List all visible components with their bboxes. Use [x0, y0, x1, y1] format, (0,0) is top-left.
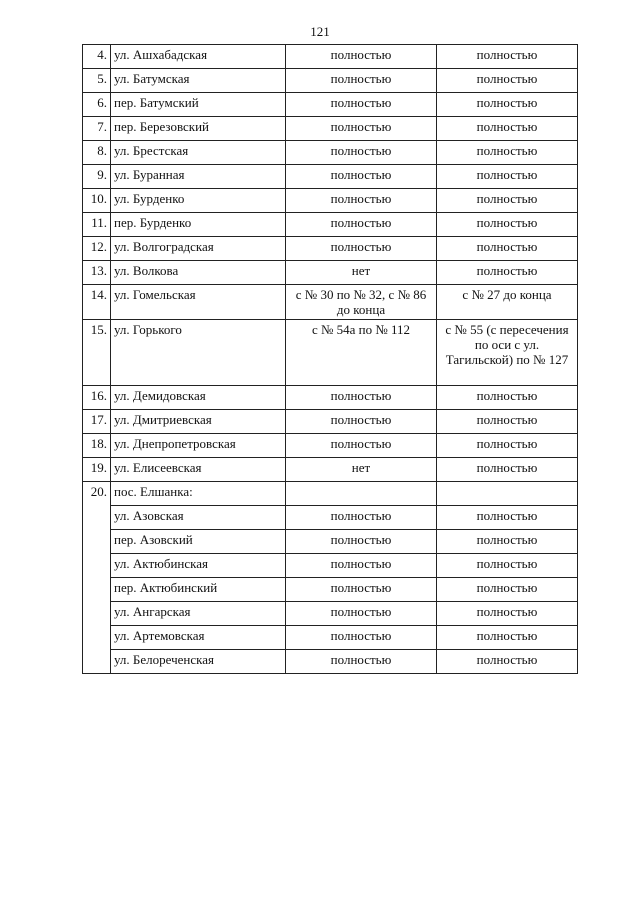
- coverage-col2: полностью: [437, 506, 578, 530]
- coverage-col1: нет: [286, 261, 437, 285]
- row-number: 12.: [83, 237, 111, 261]
- coverage-col1: с № 30 по № 32, с № 86 до конца: [286, 285, 437, 320]
- table-subrow: [83, 530, 578, 554]
- coverage-col2: полностью: [437, 237, 578, 261]
- row-number: 18.: [83, 434, 111, 458]
- coverage-col2: полностью: [437, 554, 578, 578]
- row-number: 6.: [83, 93, 111, 117]
- table-row: [83, 189, 578, 213]
- street-name: ул. Ангарская: [111, 602, 286, 626]
- table-row: [83, 434, 578, 458]
- coverage-col2: полностью: [437, 189, 578, 213]
- street-name: пер. Батумский: [111, 93, 286, 117]
- settlement-name: пос. Елшанка:: [111, 482, 286, 506]
- coverage-col1: полностью: [286, 189, 437, 213]
- table-row: [83, 320, 578, 386]
- coverage-col1: полностью: [286, 650, 437, 674]
- coverage-col2: полностью: [437, 602, 578, 626]
- row-number-empty: [83, 554, 111, 578]
- coverage-col2: с № 55 (с пересечения по оси с ул. Тагильской) по № 127: [437, 320, 578, 386]
- table-subrow: [83, 650, 578, 674]
- coverage-col1: [286, 482, 437, 506]
- row-number: 20.: [83, 482, 111, 506]
- coverage-col2: с № 27 до конца: [437, 285, 578, 320]
- coverage-col2: полностью: [437, 117, 578, 141]
- street-name: ул. Артемовская: [111, 626, 286, 650]
- row-number-empty: [83, 506, 111, 530]
- coverage-col1: полностью: [286, 626, 437, 650]
- coverage-col2: полностью: [437, 458, 578, 482]
- coverage-col2: [437, 482, 578, 506]
- row-number: 13.: [83, 261, 111, 285]
- street-name: ул. Актюбинская: [111, 554, 286, 578]
- coverage-col2: полностью: [437, 386, 578, 410]
- table-row: [83, 386, 578, 410]
- street-name: ул. Азовская: [111, 506, 286, 530]
- street-name: ул. Демидовская: [111, 386, 286, 410]
- row-number: 16.: [83, 386, 111, 410]
- coverage-col2: полностью: [437, 261, 578, 285]
- coverage-col1: полностью: [286, 165, 437, 189]
- coverage-col2: полностью: [437, 410, 578, 434]
- coverage-col1: полностью: [286, 213, 437, 237]
- coverage-col1: полностью: [286, 410, 437, 434]
- coverage-col1: полностью: [286, 141, 437, 165]
- row-number: 11.: [83, 213, 111, 237]
- table-row: [83, 93, 578, 117]
- coverage-col2: полностью: [437, 165, 578, 189]
- table-row: [83, 69, 578, 93]
- street-name: пер. Бурденко: [111, 213, 286, 237]
- coverage-col2: полностью: [437, 650, 578, 674]
- row-number-empty: [83, 650, 111, 674]
- table-row: [83, 165, 578, 189]
- coverage-col2: полностью: [437, 578, 578, 602]
- coverage-col1: нет: [286, 458, 437, 482]
- street-name: ул. Гомельская: [111, 285, 286, 320]
- row-number-empty: [83, 626, 111, 650]
- row-number: 9.: [83, 165, 111, 189]
- street-name: пер. Березовский: [111, 117, 286, 141]
- row-number: 8.: [83, 141, 111, 165]
- coverage-col2: полностью: [437, 93, 578, 117]
- table-row: [83, 237, 578, 261]
- streets-table: [82, 44, 578, 674]
- coverage-col2: полностью: [437, 434, 578, 458]
- table-subrow: [83, 554, 578, 578]
- table-row: [83, 213, 578, 237]
- table-subrow: [83, 626, 578, 650]
- page-number: 121: [310, 24, 330, 39]
- table-row: [83, 261, 578, 285]
- coverage-col1: полностью: [286, 554, 437, 578]
- row-number: 10.: [83, 189, 111, 213]
- street-name: ул. Бурденко: [111, 189, 286, 213]
- coverage-col2: полностью: [437, 213, 578, 237]
- coverage-col2: полностью: [437, 45, 578, 69]
- coverage-col1: полностью: [286, 117, 437, 141]
- street-name: ул. Батумская: [111, 69, 286, 93]
- table-row: [83, 45, 578, 69]
- row-number-empty: [83, 530, 111, 554]
- coverage-col2: полностью: [437, 69, 578, 93]
- coverage-col1: полностью: [286, 93, 437, 117]
- coverage-col1: с № 54а по № 112: [286, 320, 437, 386]
- table-row: [83, 410, 578, 434]
- table-subrow: [83, 602, 578, 626]
- street-name: ул. Волгоградская: [111, 237, 286, 261]
- table-row: [83, 117, 578, 141]
- street-name: ул. Днепропетровская: [111, 434, 286, 458]
- street-name: ул. Горького: [111, 320, 286, 386]
- coverage-col1: полностью: [286, 69, 437, 93]
- table-subrow: [83, 506, 578, 530]
- street-name: ул. Дмитриевская: [111, 410, 286, 434]
- row-number: 19.: [83, 458, 111, 482]
- table-row: [83, 141, 578, 165]
- table-row: [83, 458, 578, 482]
- coverage-col1: полностью: [286, 434, 437, 458]
- street-name: ул. Буранная: [111, 165, 286, 189]
- street-name: ул. Волкова: [111, 261, 286, 285]
- coverage-col1: полностью: [286, 45, 437, 69]
- row-number: 4.: [83, 45, 111, 69]
- row-number-empty: [83, 578, 111, 602]
- table-row: [83, 482, 578, 506]
- coverage-col1: полностью: [286, 602, 437, 626]
- street-name: пер. Азовский: [111, 530, 286, 554]
- coverage-col2: полностью: [437, 626, 578, 650]
- row-number-empty: [83, 602, 111, 626]
- coverage-col1: полностью: [286, 237, 437, 261]
- row-number: 15.: [83, 320, 111, 386]
- row-number: 17.: [83, 410, 111, 434]
- street-name: ул. Брестская: [111, 141, 286, 165]
- street-name: ул. Белореченская: [111, 650, 286, 674]
- coverage-col2: полностью: [437, 530, 578, 554]
- street-name: пер. Актюбинский: [111, 578, 286, 602]
- row-number: 7.: [83, 117, 111, 141]
- row-number: 5.: [83, 69, 111, 93]
- coverage-col2: полностью: [437, 141, 578, 165]
- row-number: 14.: [83, 285, 111, 320]
- street-name: ул. Ашхабадская: [111, 45, 286, 69]
- coverage-col1: полностью: [286, 530, 437, 554]
- coverage-col1: полностью: [286, 578, 437, 602]
- coverage-col1: полностью: [286, 386, 437, 410]
- table-subrow: [83, 578, 578, 602]
- street-name: ул. Елисеевская: [111, 458, 286, 482]
- table-row: [83, 285, 578, 320]
- coverage-col1: полностью: [286, 506, 437, 530]
